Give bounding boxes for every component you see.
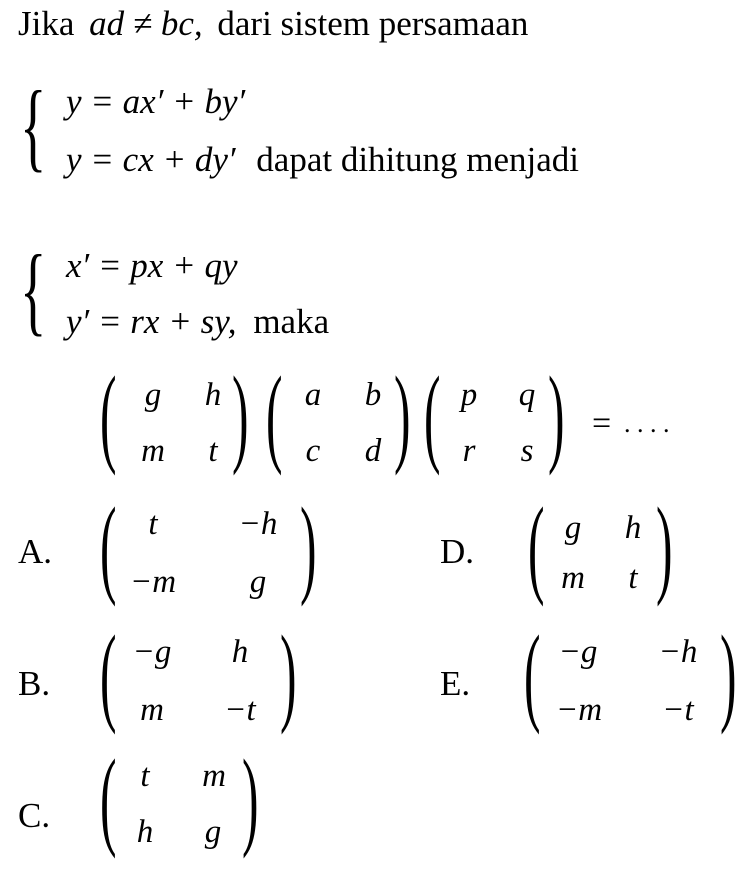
matrix-cell: m: [202, 758, 226, 794]
matrix-cell: g: [144, 377, 162, 413]
right-paren: ): [280, 613, 297, 735]
matrix-cell: −g: [132, 634, 172, 670]
matrix-cell: p: [460, 377, 478, 413]
intro-word: Jika: [18, 4, 75, 43]
matrix-cell: d: [364, 433, 382, 469]
system1-row1: y = ax′ + by′: [66, 82, 246, 121]
condition-math: ad ≠ bc,: [89, 4, 203, 43]
option-b-label[interactable]: B.: [18, 664, 51, 703]
matrix-cell: q: [518, 377, 536, 413]
system1-row2-text: dapat dihitung menjadi: [256, 140, 579, 179]
option-d-label[interactable]: D.: [440, 532, 475, 571]
right-paren: ): [232, 354, 249, 476]
option-c-label[interactable]: C.: [18, 796, 51, 835]
left-paren: (: [100, 613, 117, 735]
intro-text: dari sistem persamaan: [217, 4, 529, 43]
matrix-cell: h: [624, 510, 642, 546]
matrix-cell: −g: [558, 634, 598, 670]
matrix-cell: h: [231, 634, 249, 670]
system2-row2-text: maka: [253, 302, 330, 341]
matrix-cell: −m: [129, 564, 177, 600]
ellipsis-dots: . . . .: [624, 409, 670, 438]
left-brace-system1: {: [20, 70, 47, 181]
system2-row2: [66, 302, 329, 342]
matrix-cell: −h: [658, 634, 698, 670]
matrix-cell: g: [204, 814, 222, 850]
option-e-matrix[interactable]: [524, 613, 739, 735]
matrix-cell: −h: [238, 506, 278, 542]
matrix-abcd: [266, 354, 416, 476]
left-paren: (: [100, 737, 117, 859]
matrix-cell: c: [305, 433, 321, 469]
left-brace-system2: {: [20, 234, 47, 345]
intro-line: [18, 4, 528, 44]
system1-row2: [66, 140, 579, 180]
matrix-cell: h: [204, 377, 222, 413]
matrix-cell: a: [304, 377, 322, 413]
left-paren: (: [100, 354, 117, 476]
option-d-matrix[interactable]: [528, 485, 688, 607]
system2-row1: x′ = px + qy: [66, 246, 238, 285]
matrix-cell: −m: [555, 692, 603, 728]
right-paren: ): [242, 737, 259, 859]
matrix-cell: t: [148, 506, 158, 542]
matrix-cell: −t: [224, 692, 256, 728]
left-paren: (: [528, 485, 545, 607]
matrix-ghmt: [100, 354, 250, 476]
left-paren: (: [100, 485, 117, 607]
left-paren: (: [524, 613, 541, 735]
right-paren: ): [656, 485, 673, 607]
matrix-cell: b: [364, 377, 382, 413]
matrix-pqrs: [424, 354, 574, 476]
system1-row2-math: y = cx + dy′: [66, 140, 236, 179]
matrix-cell: h: [136, 814, 154, 850]
matrix-cell: g: [564, 510, 582, 546]
right-paren: ): [548, 354, 565, 476]
equals-sign: =: [592, 405, 612, 442]
matrix-cell: t: [208, 433, 218, 469]
left-paren: (: [266, 354, 283, 476]
matrix-cell: s: [520, 433, 534, 469]
matrix-cell: t: [628, 560, 638, 596]
right-paren: ): [300, 485, 317, 607]
right-paren: ): [394, 354, 411, 476]
option-c-matrix[interactable]: [100, 737, 270, 859]
right-paren: ): [720, 613, 737, 735]
system2-row2-math: y′ = rx + sy,: [66, 302, 237, 341]
matrix-cell: g: [249, 564, 267, 600]
left-paren: (: [424, 354, 441, 476]
matrix-cell: m: [141, 433, 165, 469]
matrix-cell: m: [140, 692, 164, 728]
option-b-matrix[interactable]: [100, 613, 300, 735]
option-a-label[interactable]: A.: [18, 532, 53, 571]
option-a-matrix[interactable]: [100, 485, 320, 607]
matrix-cell: −t: [662, 692, 694, 728]
matrix-cell: m: [561, 560, 585, 596]
matrix-cell: t: [140, 758, 150, 794]
matrix-cell: r: [462, 433, 476, 469]
option-e-label[interactable]: E.: [440, 664, 471, 703]
